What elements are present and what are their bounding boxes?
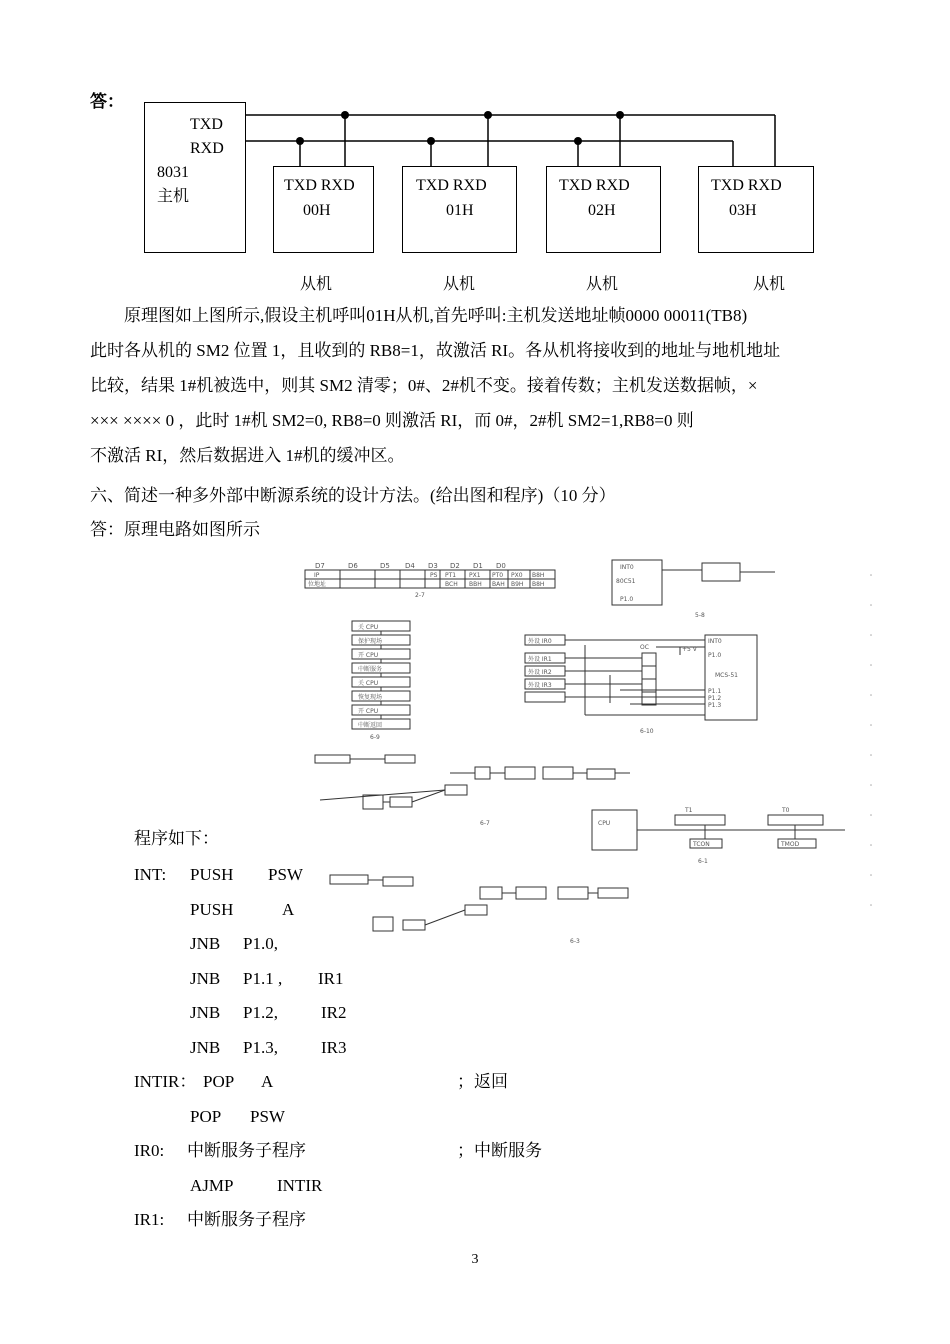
paragraph-line: 此时各从机的 SM2 位置 1，且收到的 RB8=1，故激活 RI。各从机将接收到的地址与地机地址 <box>90 341 781 360</box>
svg-text:位地址: 位地址 <box>308 581 327 588</box>
svg-text:2-7: 2-7 <box>415 592 425 599</box>
paragraph-line: 原理图如上图所示,假设主机呼叫01H从机,首先呼叫:主机发送地址帧0000 00011(TB8) <box>124 306 748 325</box>
svg-text:BCH: BCH <box>445 581 458 588</box>
code-label: INT: <box>134 865 167 884</box>
explanation-paragraph <box>90 298 864 473</box>
slave-caption: 从机 <box>443 276 476 293</box>
paragraph-line: ××× ×××× 0 ，此时 1#机 SM2=0, RB8=0 则激活 RI，而 0#，2#机 SM2=1,RB8=0 则 <box>90 411 694 430</box>
svg-text:6-10: 6-10 <box>640 728 654 735</box>
slave-caption: 从机 <box>300 276 333 293</box>
bus-lines <box>0 0 950 300</box>
svg-text:PX0: PX0 <box>511 572 523 579</box>
svg-text:INT0: INT0 <box>708 638 722 645</box>
slave-pins: TXD RXD <box>711 177 782 194</box>
code-arg: P1.2, <box>243 1003 278 1022</box>
circuit-figure <box>300 555 875 950</box>
code-op: 中断服务子程序 <box>187 1210 306 1229</box>
code-comment: ；中断服务 <box>457 1141 542 1160</box>
code-arg: PSW <box>268 865 303 884</box>
code-op: JNB <box>190 1003 221 1022</box>
svg-text:P1.1: P1.1 <box>708 688 722 695</box>
slave-address: 00H <box>303 202 331 219</box>
slave-address: 02H <box>588 202 616 219</box>
svg-text:开 CPU: 开 CPU <box>358 652 379 659</box>
code-op: PUSH <box>190 900 234 919</box>
code-arg: IR1 <box>318 969 344 988</box>
svg-text:IP: IP <box>314 572 320 579</box>
svg-text:OC: OC <box>640 644 649 651</box>
svg-text:TCON: TCON <box>693 841 710 848</box>
code-op: POP <box>203 1072 235 1091</box>
svg-text:T0: T0 <box>782 807 790 814</box>
svg-text:+5 V: +5 V <box>682 646 697 653</box>
svg-text:P1.0: P1.0 <box>620 596 634 603</box>
slave-caption: 从机 <box>753 276 786 293</box>
svg-text:6-9: 6-9 <box>370 734 380 741</box>
svg-text:PX1: PX1 <box>469 572 481 579</box>
code-arg: INTIR <box>277 1176 323 1195</box>
master-txd: TXD <box>190 116 223 133</box>
svg-text:BAH: BAH <box>492 581 505 588</box>
code-op: AJMP <box>190 1176 234 1195</box>
svg-text:D5: D5 <box>380 562 390 570</box>
code-arg: PSW <box>250 1107 285 1126</box>
svg-text:D6: D6 <box>348 562 358 570</box>
answer-6: 答：原理电路如图所示 <box>90 520 260 539</box>
svg-text:PT0: PT0 <box>492 572 504 579</box>
svg-text:PS: PS <box>430 572 438 579</box>
svg-text:P1.3: P1.3 <box>708 702 722 709</box>
svg-text:D7: D7 <box>315 562 325 570</box>
program-title: 程序如下： <box>134 829 219 848</box>
svg-text:B8H: B8H <box>532 581 545 588</box>
code-arg: P1.0, <box>243 934 278 953</box>
svg-text:PT1: PT1 <box>445 572 457 579</box>
code-label: INTIR： <box>134 1072 197 1091</box>
svg-text:中断返回: 中断返回 <box>358 722 383 729</box>
svg-text:CPU: CPU <box>598 820 611 827</box>
code-op: 中断服务子程序 <box>187 1141 306 1160</box>
svg-text:外设 IR1: 外设 IR1 <box>528 656 552 663</box>
svg-text:中断服务: 中断服务 <box>358 666 383 673</box>
svg-text:外设 IR2: 外设 IR2 <box>528 669 552 676</box>
code-arg: A <box>282 900 295 919</box>
svg-text:MCS-51: MCS-51 <box>715 672 738 679</box>
code-arg: P1.1 , <box>243 969 283 988</box>
master-rxd: RXD <box>190 140 224 157</box>
code-arg: A <box>261 1072 274 1091</box>
svg-text:B9H: B9H <box>511 581 524 588</box>
svg-text:P1.0: P1.0 <box>708 652 722 659</box>
slave-pins: TXD RXD <box>559 177 630 194</box>
svg-text:D3: D3 <box>428 562 438 570</box>
question-6: 六、简述一种多外部中断源系统的设计方法。(给出图和程序)（10 分） <box>90 486 616 505</box>
svg-text:BBH: BBH <box>469 581 482 588</box>
code-op: POP <box>190 1107 222 1126</box>
svg-text:6-1: 6-1 <box>698 858 708 865</box>
code-op: JNB <box>190 969 221 988</box>
svg-text:关 CPU: 关 CPU <box>358 624 379 631</box>
svg-text:T1: T1 <box>685 807 693 814</box>
slave-pins: TXD RXD <box>284 177 355 194</box>
svg-text:D2: D2 <box>450 562 460 570</box>
svg-text:恢复现场: 恢复现场 <box>358 694 383 701</box>
slave-address: 03H <box>729 202 757 219</box>
code-op: JNB <box>190 1038 221 1057</box>
svg-text:D0: D0 <box>496 562 506 570</box>
slave-caption: 从机 <box>586 276 619 293</box>
code-op: PUSH <box>190 865 234 884</box>
code-op: JNB <box>190 934 221 953</box>
slave-pins: TXD RXD <box>416 177 487 194</box>
svg-text:B8H: B8H <box>532 572 545 579</box>
page-number: 3 <box>471 1252 479 1267</box>
slave-address: 01H <box>446 202 474 219</box>
svg-text:外设 IR3: 外设 IR3 <box>528 682 552 689</box>
svg-text:6-3: 6-3 <box>570 938 580 945</box>
svg-text:80C51: 80C51 <box>616 578 636 585</box>
code-arg: IR2 <box>321 1003 347 1022</box>
svg-text:开 CPU: 开 CPU <box>358 708 379 715</box>
master-name: 主机 <box>157 188 190 205</box>
code-arg: IR3 <box>321 1038 347 1057</box>
code-comment: ；返回 <box>457 1072 508 1091</box>
circuit-figure-drawing <box>300 555 875 950</box>
code-arg: P1.3, <box>243 1038 278 1057</box>
paragraph-line: 不激活 RI，然后数据进入 1#机的缓冲区。 <box>90 446 405 465</box>
svg-text:P1.2: P1.2 <box>708 695 722 702</box>
svg-text:INT0: INT0 <box>620 564 634 571</box>
svg-text:关 CPU: 关 CPU <box>358 680 379 687</box>
svg-text:6-7: 6-7 <box>480 820 490 827</box>
svg-text:外设 IR0: 外设 IR0 <box>528 638 552 645</box>
svg-text:5-8: 5-8 <box>695 612 705 619</box>
code-label: IR0: <box>134 1141 165 1160</box>
svg-text:D4: D4 <box>405 562 415 570</box>
svg-text:TMOD: TMOD <box>781 841 800 848</box>
svg-text:D1: D1 <box>473 562 483 570</box>
code-label: IR1: <box>134 1210 165 1229</box>
paragraph-line: 比较，结果 1#机被选中，则其 SM2 清零；0#、2#机不变。接着传数；主机发送数据帧，× <box>90 376 758 395</box>
master-model: 8031 <box>157 164 189 181</box>
svg-text:保护现场: 保护现场 <box>358 638 383 645</box>
answer-label: 答： <box>90 92 124 111</box>
